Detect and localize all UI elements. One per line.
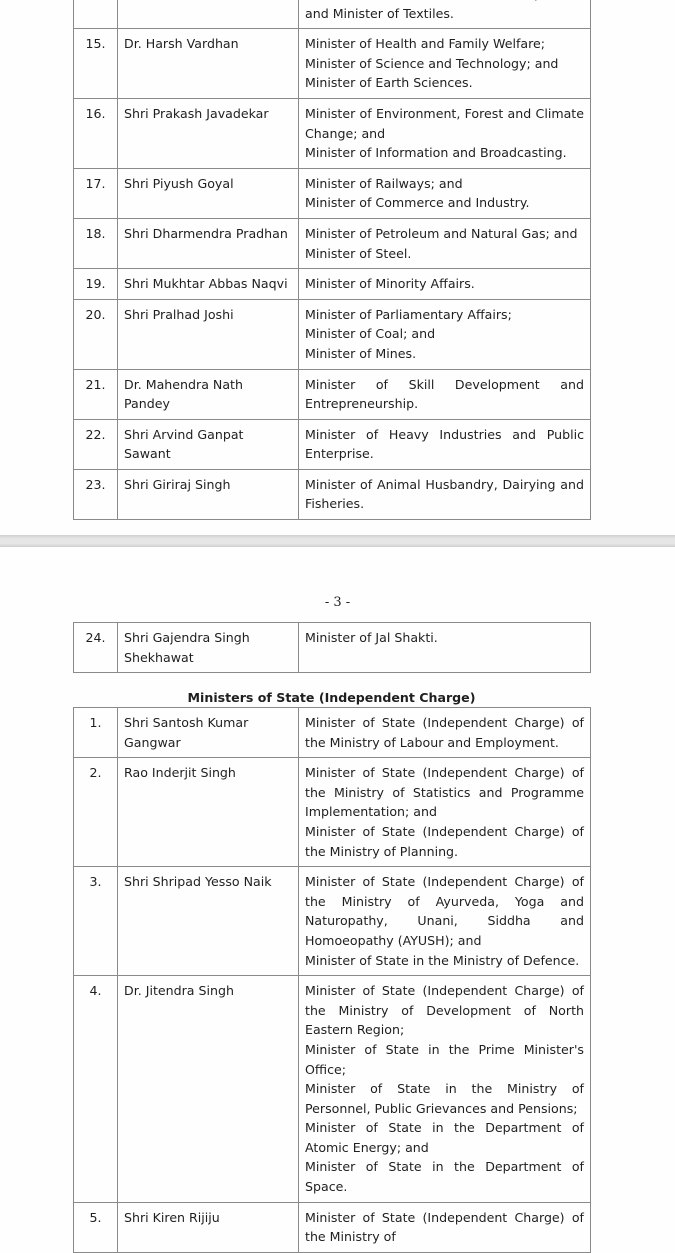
- serial-number: 17.: [74, 168, 118, 218]
- portfolio: [299, 1202, 591, 1252]
- portfolio-line: Minister of Commerce and Industry.: [305, 195, 530, 211]
- portfolio: [299, 218, 591, 268]
- portfolio-line: Minister of Environment, Forest and Climate Change; and: [305, 105, 584, 141]
- serial-number: 4.: [74, 976, 118, 1203]
- portfolio-line: Minister of State in the Department of Atomic Energy; and: [305, 1120, 584, 1155]
- serial-number: 5.: [74, 1202, 118, 1252]
- minister-name: Dr. Mahendra Nath Pandey: [118, 369, 299, 419]
- minister-name: Shri Gajendra Singh Shekhawat: [118, 623, 299, 673]
- portfolio-line: Minister of Science and Technology; and: [305, 55, 559, 71]
- minister-name: Shri Giriraj Singh: [118, 469, 299, 519]
- portfolio-line: Minister of State in the Ministry of Personnel, Public Grievances and Pensions;: [305, 1081, 584, 1116]
- table-row: [74, 867, 591, 976]
- portfolio-line: Minister of State in the Department of Space.: [305, 1159, 584, 1195]
- serial-number: 24.: [74, 623, 118, 673]
- minister-name: Dr. Harsh Vardhan: [118, 29, 299, 99]
- portfolio: [299, 976, 591, 1203]
- table-row: [74, 218, 591, 268]
- portfolio-line: Minister of Parliamentary Affairs;: [305, 306, 512, 322]
- minister-name: Dr. Jitendra Singh: [118, 976, 299, 1203]
- portfolio-line: Minister of Earth Sciences.: [305, 75, 473, 91]
- minister-name: Shri Prakash Javadekar: [118, 98, 299, 168]
- portfolio-line: Minister of State (Independent Charge) of the Ministry of Planning.: [305, 823, 584, 859]
- cabinet-ministers-table-continued: [73, 0, 591, 520]
- portfolio-line: Minister of Heavy Industries and Public Enterprise.: [305, 426, 584, 462]
- table-row: [74, 98, 591, 168]
- table-row: [74, 1202, 591, 1252]
- portfolio-line: Minister of State (Independent Charge) of the Ministry of Labour and Employment.: [305, 715, 584, 750]
- serial-number: 2.: [74, 758, 118, 867]
- table-row: [74, 369, 591, 419]
- portfolio-line: Minister of Health and Family Welfare;: [305, 36, 545, 52]
- portfolio: [299, 708, 591, 758]
- serial-number: 16.: [74, 98, 118, 168]
- serial-number: 23.: [74, 469, 118, 519]
- portfolio: [299, 419, 591, 469]
- minister-name: Shri Pralhad Joshi: [118, 299, 299, 369]
- table-row: [74, 419, 591, 469]
- portfolio: [299, 758, 591, 867]
- portfolio-line: Minister of State in the Prime Minister's Office;: [305, 1041, 584, 1077]
- table-row: [74, 469, 591, 519]
- portfolio-line: Minister of State (Independent Charge) of the Ministry of Development of North Eastern Region;: [305, 983, 584, 1038]
- minister-name: Shri Mukhtar Abbas Naqvi: [118, 269, 299, 300]
- table-row: [74, 976, 591, 1203]
- portfolio-line: Minister of Information and Broadcasting.: [305, 145, 567, 161]
- minister-name: Shri Santosh Kumar Gangwar: [118, 708, 299, 758]
- portfolio-line: Minister of State (Independent Charge) of the Ministry of Statistics and Programme Implementation; and: [305, 765, 584, 820]
- serial-number: [74, 0, 118, 29]
- minister-name: Shri Dharmendra Pradhan: [118, 218, 299, 268]
- page-separator: [0, 535, 675, 547]
- table-row: [74, 708, 591, 758]
- serial-number: 19.: [74, 269, 118, 300]
- table-row: [74, 168, 591, 218]
- portfolio-line: Minister of Minority Affairs.: [305, 276, 475, 292]
- table-row: [74, 299, 591, 369]
- serial-number: 22.: [74, 419, 118, 469]
- page-number: - 3 -: [324, 595, 351, 610]
- serial-number: 20.: [74, 299, 118, 369]
- table-row: [74, 0, 591, 29]
- section-title: Ministers of State (Independent Charge): [187, 690, 476, 705]
- portfolio: [299, 29, 591, 99]
- minister-name: Shri Piyush Goyal: [118, 168, 299, 218]
- serial-number: 18.: [74, 218, 118, 268]
- portfolio-line: Minister of Animal Husbandry, Dairying and Fisheries.: [305, 476, 584, 512]
- table-row: [74, 269, 591, 300]
- serial-number: 15.: [74, 29, 118, 99]
- serial-number: 21.: [74, 369, 118, 419]
- serial-number: 3.: [74, 867, 118, 976]
- mos-independent-charge-table: [73, 707, 591, 1253]
- table-row: [74, 758, 591, 867]
- cabinet-ministers-table-page3: [73, 622, 591, 673]
- portfolio: [299, 98, 591, 168]
- minister-name: Shri Shripad Yesso Naik: [118, 867, 299, 976]
- minister-name: [118, 0, 299, 29]
- table-row: [74, 623, 591, 673]
- portfolio: [299, 369, 591, 419]
- portfolio-line: Minister of Petroleum and Natural Gas; and: [305, 225, 578, 241]
- table-row: [74, 29, 591, 99]
- portfolio-line: Minister of Mines.: [305, 345, 417, 361]
- portfolio: [299, 269, 591, 300]
- minister-name: Shri Kiren Rijiju: [118, 1202, 299, 1252]
- portfolio-line: Minister of Skill Development and Entrepreneurship.: [305, 376, 584, 412]
- portfolio-line: Minister of Railways; and: [305, 175, 463, 191]
- portfolio-line: and Minister of Textiles.: [305, 5, 454, 21]
- portfolio: [299, 168, 591, 218]
- portfolio: [299, 299, 591, 369]
- minister-name: Shri Arvind Ganpat Sawant: [118, 419, 299, 469]
- portfolio: [299, 469, 591, 519]
- portfolio-line: Minister of Jal Shakti.: [305, 630, 438, 645]
- minister-name: Rao Inderjit Singh: [118, 758, 299, 867]
- serial-number: 1.: [74, 708, 118, 758]
- portfolio: [299, 623, 591, 673]
- portfolio-line: Minister of State in the Ministry of Defence.: [305, 952, 580, 968]
- portfolio-line: Minister of State (Independent Charge) of the Ministry of: [305, 1209, 584, 1245]
- portfolio: [299, 0, 591, 29]
- portfolio-line: Minister of Steel.: [305, 245, 412, 261]
- portfolio-line: Minister of Coal; and: [305, 326, 436, 342]
- portfolio: [299, 867, 591, 976]
- portfolio-line: Minister of State (Independent Charge) of the Ministry of Ayurveda, Yoga and Naturopathy, Unani, Siddha and Homoeopathy (AYUSH); and: [305, 874, 584, 948]
